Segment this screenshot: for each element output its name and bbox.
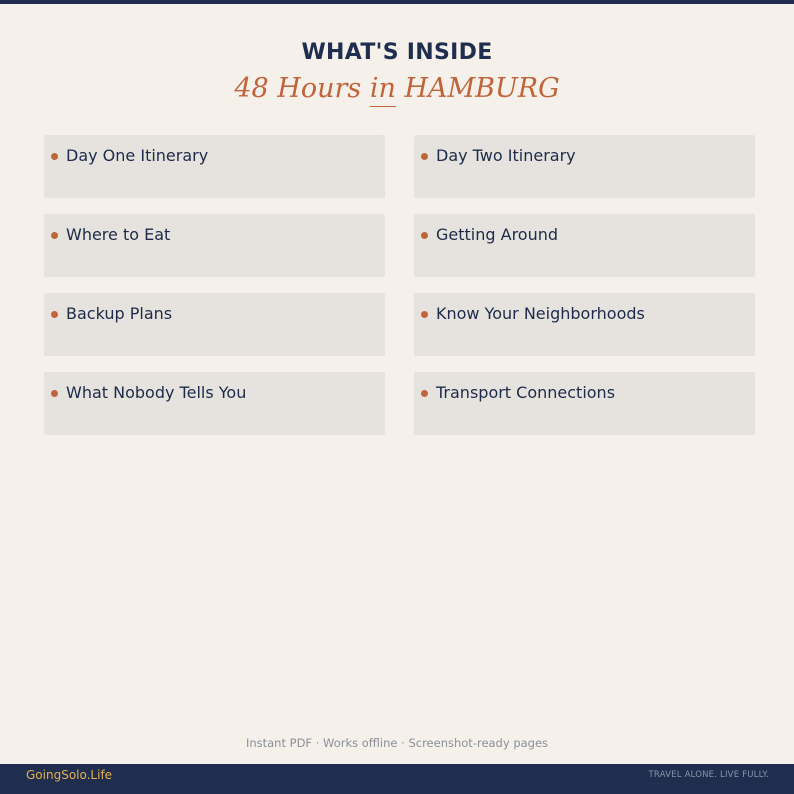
bullet-dot-icon	[51, 390, 58, 397]
title-city: HAMBURG	[404, 73, 560, 104]
contents-grid	[44, 135, 755, 435]
card-label: Where to Eat	[66, 225, 171, 244]
contents-card-where-to-eat	[44, 214, 385, 277]
brand-tagline: TRAVEL ALONE. LIVE FULLY.	[648, 770, 769, 780]
contents-card-getting-around	[414, 214, 755, 277]
bullet-dot-icon	[421, 390, 428, 397]
bullet-dot-icon	[51, 232, 58, 239]
card-label: Backup Plans	[66, 304, 173, 323]
card-label: Know Your Neighborhoods	[436, 304, 645, 323]
top-accent-bar	[0, 0, 794, 4]
bullet-dot-icon	[421, 232, 428, 239]
title-connector: in	[370, 73, 396, 107]
section-kicker: WHAT'S INSIDE	[301, 40, 493, 65]
contents-card-what-nobody-tells	[44, 372, 385, 435]
bullet-dot-icon	[51, 311, 58, 318]
bullet-dot-icon	[421, 311, 428, 318]
contents-card-backup-plans	[44, 293, 385, 356]
contents-card-transport	[414, 372, 755, 435]
bullet-dot-icon	[421, 153, 428, 160]
page-title	[0, 73, 794, 107]
contents-card-neighborhoods	[414, 293, 755, 356]
page-header	[0, 40, 794, 107]
card-label: Transport Connections	[436, 383, 616, 402]
contents-card-day-two	[414, 135, 755, 198]
card-label: Getting Around	[436, 225, 559, 244]
footer-bar	[0, 764, 794, 794]
card-label: Day Two Itinerary	[436, 146, 576, 165]
contents-card-day-one	[44, 135, 385, 198]
features-footnote: Instant PDF · Works offline · Screenshot-ready pages	[245, 736, 549, 750]
card-label: Day One Itinerary	[66, 146, 209, 165]
title-duration: 48 Hours	[234, 73, 362, 104]
bullet-dot-icon	[51, 153, 58, 160]
brand-name: GoingSolo.Life	[26, 768, 113, 782]
card-label: What Nobody Tells You	[66, 383, 247, 402]
